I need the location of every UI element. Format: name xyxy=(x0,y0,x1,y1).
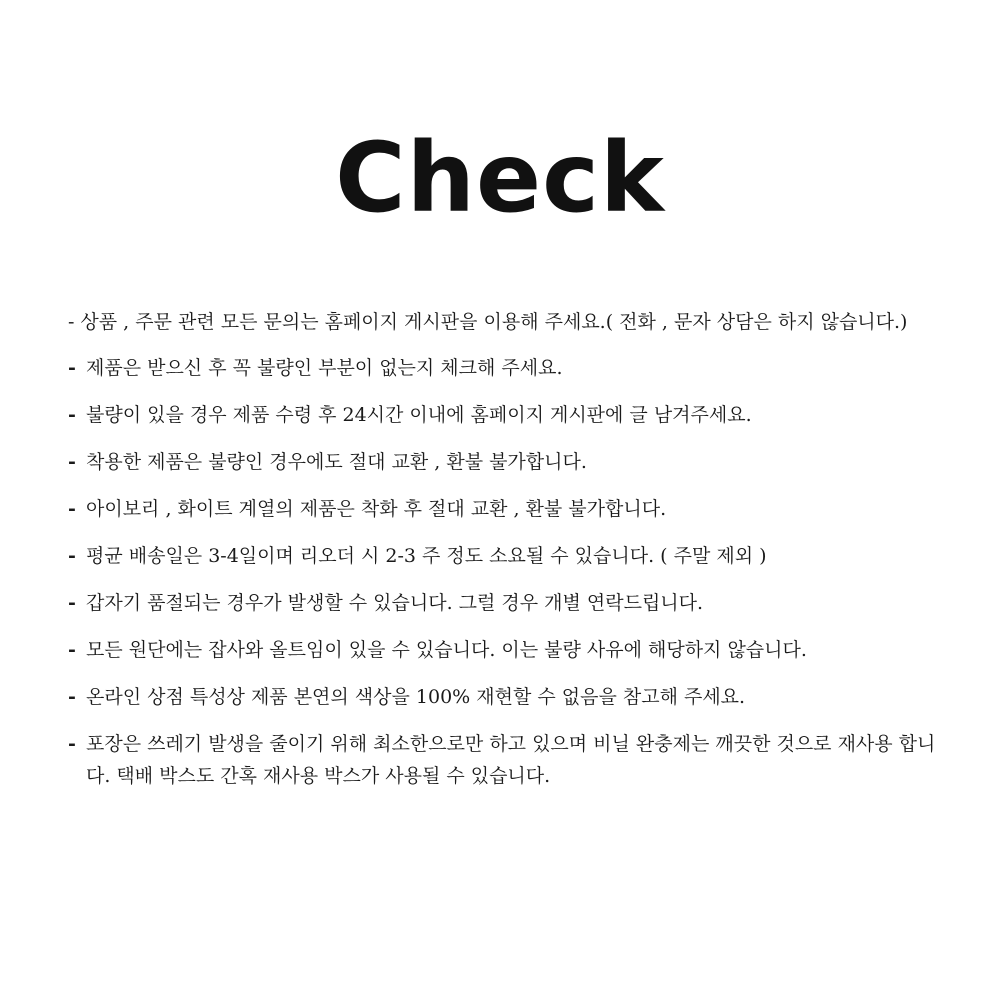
bullet-dash: - xyxy=(68,592,76,614)
notice-item xyxy=(68,493,948,525)
page-title: Check xyxy=(335,122,665,234)
bullet-dash: - xyxy=(68,404,76,426)
notice-text: 모든 원단에는 잡사와 올트임이 있을 수 있습니다. 이는 불량 사유에 해당하지 않습니다. xyxy=(86,639,807,661)
bullet-dash: - xyxy=(68,311,75,333)
notice-text: 제품은 받으신 후 꼭 불량인 부분이 없는지 체크해 주세요. xyxy=(86,357,563,379)
notice-item xyxy=(68,634,948,666)
notice-item xyxy=(68,399,948,431)
notice-item xyxy=(68,681,948,713)
notice-text: 아이보리 , 화이트 계열의 제품은 착화 후 절대 교환 , 환불 불가합니다. xyxy=(86,498,667,520)
bullet-dash: - xyxy=(68,357,76,379)
notice-item xyxy=(68,306,948,338)
bullet-dash: - xyxy=(68,686,76,708)
notice-item xyxy=(68,446,948,478)
bullet-dash: - xyxy=(68,545,76,567)
notice-text: 착용한 제품은 불량인 경우에도 절대 교환 , 환불 불가합니다. xyxy=(86,451,587,473)
notice-text: 상품 , 주문 관련 모든 문의는 홈페이지 게시판을 이용해 주세요.( 전화 , 문자 상담은 하지 않습니다.) xyxy=(80,311,908,333)
bullet-dash: - xyxy=(68,733,76,755)
notice-item xyxy=(68,540,948,572)
notice-text: 평균 배송일은 3-4일이며 리오더 시 2-3 주 정도 소요될 수 있습니다. ( 주말 제외 ) xyxy=(86,545,767,567)
notice-list xyxy=(68,306,948,807)
notice-item xyxy=(68,352,948,384)
notice-item xyxy=(68,728,948,792)
bullet-dash: - xyxy=(68,451,76,473)
notice-text: 포장은 쓰레기 발생을 줄이기 위해 최소한으로만 하고 있으며 비닐 완충제는 깨끗한 것으로 재사용 합니다. 택배 박스도 간혹 재사용 박스가 사용될 수 있습니다. xyxy=(86,733,936,787)
bullet-dash: - xyxy=(68,498,76,520)
notice-text: 갑자기 품절되는 경우가 발생할 수 있습니다. 그럴 경우 개별 연락드립니다. xyxy=(86,592,704,614)
notice-text: 불량이 있을 경우 제품 수령 후 24시간 이내에 홈페이지 게시판에 글 남겨주세요. xyxy=(86,404,752,426)
notice-text: 온라인 상점 특성상 제품 본연의 색상을 100% 재현할 수 없음을 참고해 주세요. xyxy=(86,686,746,708)
notice-item xyxy=(68,587,948,619)
bullet-dash: - xyxy=(68,639,76,661)
